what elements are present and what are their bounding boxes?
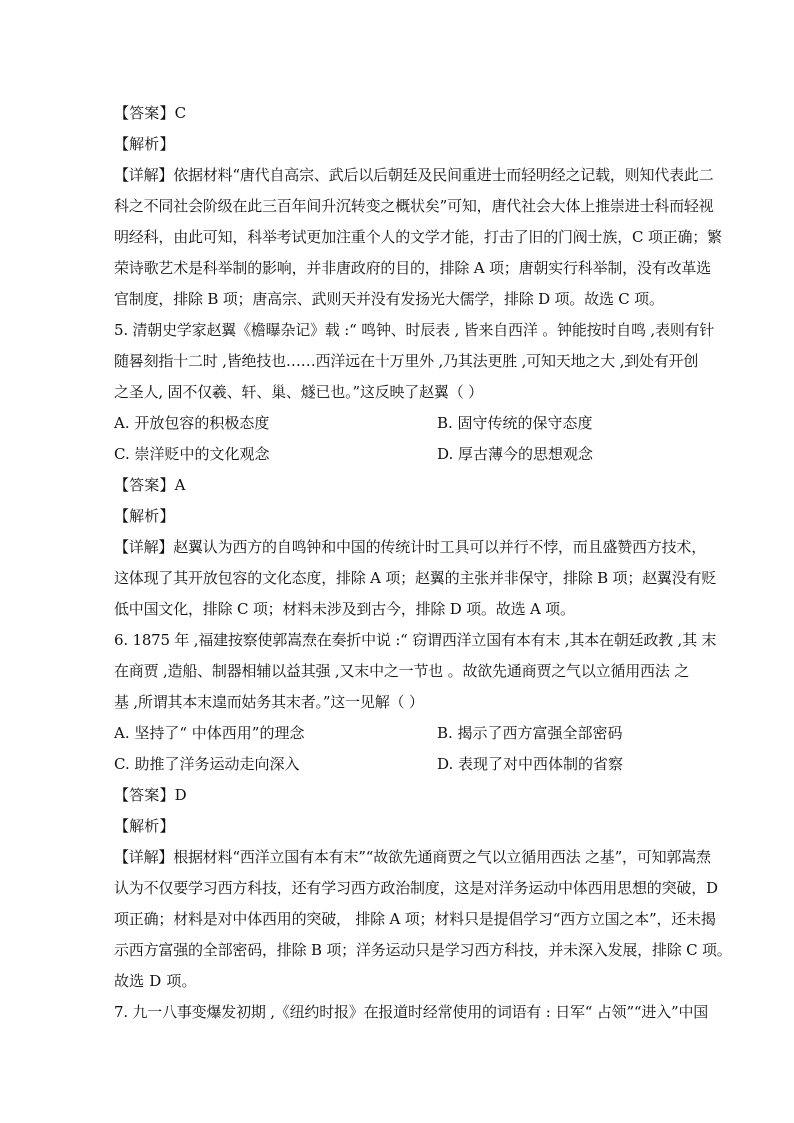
explanation-line: 项正确；材料是对中体西用的突破， 排除 A 项；材料只是提倡学习“西方立国之本”，还未揭	[114, 910, 716, 928]
answer-label: 【答案】D	[114, 786, 187, 804]
analysis-label: 【解析】	[114, 135, 175, 153]
option-d: D. 表现了对中西体制的省察	[437, 755, 624, 773]
question-stem-line: 5. 清朝史学家赵翼《檐曝杂记》载 :“ 鸣钟、时辰表 , 皆来自西洋 。钟能按时自鸣 ,表则有针	[114, 321, 715, 339]
analysis-label: 【解析】	[114, 817, 175, 835]
explanation-line: 认为不仅要学习西方科技，还有学习西方政治制度，这是对洋务运动中体西用思想的突破，D	[114, 879, 718, 897]
option-b: B. 固守传统的保守态度	[437, 414, 593, 432]
question-stem-line: 随晷刻指十二时 ,皆绝技也……西洋远在十万里外 ,乃其法更胜 ,可知天地之大 ,到处有开创	[114, 352, 699, 370]
question-stem-line: 基 ,所谓其本末遑而姑务其末者。”这一见解（ ）	[114, 693, 424, 711]
explanation-line: 【详解】赵翼认为西方的自鸣钟和中国的传统计时工具可以并行不悖，而且盛赞西方技术，	[114, 538, 707, 556]
option-b: B. 揭示了西方富强全部密码	[437, 724, 623, 742]
option-d: D. 厚古薄今的思想观念	[437, 445, 594, 463]
options-row	[114, 749, 684, 780]
explanation-line: 低中国文化，排除 C 项；材料未涉及到古今，排除 D 项。故选 A 项。	[114, 600, 575, 618]
explanation-line: 【详解】根据材料“西洋立国有本有末”“故欲先通商贾之气以立循用西法 之基”，可知郭嵩焘	[114, 848, 711, 866]
explanation-line: 【详解】依据材料“唐代自高宗、武后以后朝廷及民间重进士而轻明经之记载，则知代表此二	[114, 166, 714, 184]
question-stem-line: 6. 1875 年 ,福建按察使郭嵩焘在奏折中说 :“ 窃谓西洋立国有本有末 ,其本在朝廷政教 ,其 末	[114, 631, 717, 649]
analysis-label: 【解析】	[114, 507, 175, 525]
option-a: A. 坚持了“ 中体西用”的理念	[114, 724, 305, 742]
option-a: A. 开放包容的积极态度	[114, 414, 270, 432]
option-c: C. 助推了洋务运动走向深入	[114, 755, 300, 773]
question-stem-line: 之圣人, 固不仅羲、轩、巢、燧已也。”这反映了赵翼（ ）	[114, 383, 483, 401]
explanation-line: 故选 D 项。	[114, 972, 197, 990]
explanation-line: 这体现了其开放包容的文化态度，排除 A 项；赵翼的主张并非保守，排除 B 项；赵翼没有贬	[114, 569, 717, 587]
answer-label: 【答案】A	[114, 476, 186, 494]
explanation-line: 示西方富强的全部密码，排除 B 项；洋务运动只是学习西方科技，并未深入发展，排除 C 项。	[114, 941, 732, 959]
explanation-line: 科之不同社会阶级在此三百年间升沉转变之概状矣”可知，唐代社会大体上推崇进士科而轻视	[114, 197, 714, 215]
options-row	[114, 439, 684, 470]
question-stem-line: 7. 九一八事变爆发初期 ,《纽约时报》在报道时经常使用的词语有 : 日军“ 占领”“进入”中国	[114, 1003, 709, 1021]
question-stem-line: 在商贾 ,造船、制器相辅以益其强 ,又末中之一节也 。故欲先通商贾之气以立循用西法 之	[114, 662, 690, 680]
answer-label: 【答案】C	[114, 104, 187, 122]
options-row	[114, 408, 684, 439]
document-page	[114, 98, 732, 1028]
option-c: C. 崇洋贬中的文化观念	[114, 445, 270, 463]
options-row	[114, 718, 684, 749]
explanation-line: 官制度，排除 B 项；唐高宗、武则天并没有发扬光大儒学，排除 D 项。故选 C 项。	[114, 290, 664, 308]
explanation-line: 荣诗歌艺术是科举制的影响，并非唐政府的目的，排除 A 项；唐朝实行科举制，没有改革选	[114, 259, 711, 277]
explanation-line: 明经科，由此可知，科举考试更加注重个人的文学才能，打击了旧的门阀士族，C 项正确；繁	[114, 228, 722, 246]
